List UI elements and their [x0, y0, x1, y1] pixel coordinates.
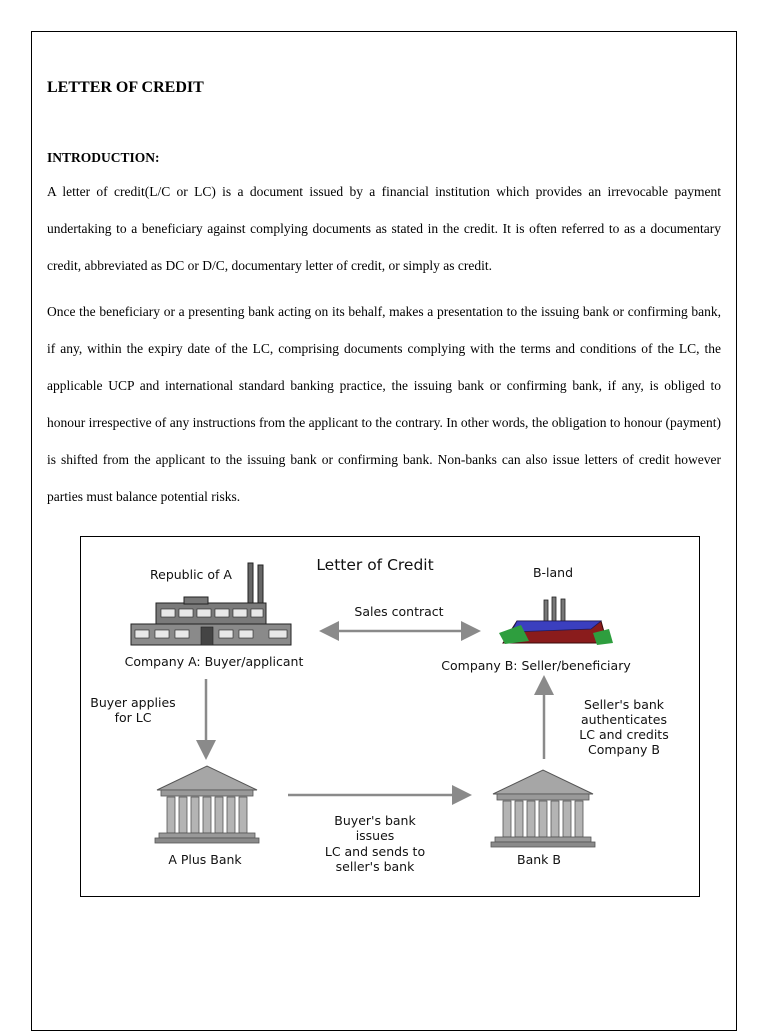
buyer-bank-note-line-4: seller's bank: [335, 859, 415, 874]
buyer-bank-note-line-2: issues: [355, 828, 395, 843]
section-heading: INTRODUCTION:: [47, 150, 160, 165]
intro-paragraph-2: Once the beneficiary or a presenting bank acting on its behalf, makes a presentation to the issuing bank or confirming bank, if any, within the expiry date of the LC, comprising documents complying with the terms and conditions of the LC, the applicable UCP and international standard banking practice, the issuing bank or confirming bank, if any, is obliged to honour irrespective of any instructions from the applicant to the contrary. In other words, the obligation to honour (payment) is shifted from the applicant to the issuing bank or confirming bank. Non-banks can also issue letters of credit however parties must balance potential risks.: [47, 304, 721, 504]
seller-bank-note-line-2: authenticates: [580, 712, 668, 727]
country-b-label: B-land: [532, 565, 574, 580]
bank-b-label: Bank B: [517, 852, 561, 867]
company-a-label: Company A: Buyer/applicant: [124, 654, 304, 669]
buyer-bank-note-line-3: LC and sends to: [324, 844, 426, 859]
seller-bank-note-line-3: LC and credits: [579, 727, 669, 742]
company-b-label: Company B: Seller/beneficiary: [441, 658, 631, 673]
buyer-applies-line-2: for LC: [114, 710, 152, 725]
buyer-applies-line-1: Buyer applies: [90, 695, 176, 710]
bank-a-icon: [155, 766, 259, 843]
sales-contract-label: Sales contract: [354, 604, 444, 619]
factory-b-icon: [499, 597, 613, 645]
letter-of-credit-diagram: [80, 536, 700, 897]
country-a-label: Republic of A: [150, 567, 232, 582]
buyer-bank-note-line-1: Buyer's bank: [334, 813, 416, 828]
document-title: LETTER OF CREDIT: [47, 79, 204, 96]
seller-bank-note-line-1: Seller's bank: [583, 697, 665, 712]
bank-b-icon: [491, 770, 595, 847]
bank-a-label: A Plus Bank: [168, 852, 242, 867]
diagram-canvas: [81, 537, 701, 898]
diagram-title: Letter of Credit: [316, 556, 434, 574]
intro-paragraph-1: A letter of credit(L/C or LC) is a document issued by a financial institution which provides an irrevocable payment undertaking to a beneficiary against complying documents as stated in the credit. It is often referred to as a documentary credit, abbreviated as DC or D/C, documentary letter of credit, or simply as credit.: [47, 184, 721, 273]
seller-bank-note-line-4: Company B: [587, 742, 661, 757]
